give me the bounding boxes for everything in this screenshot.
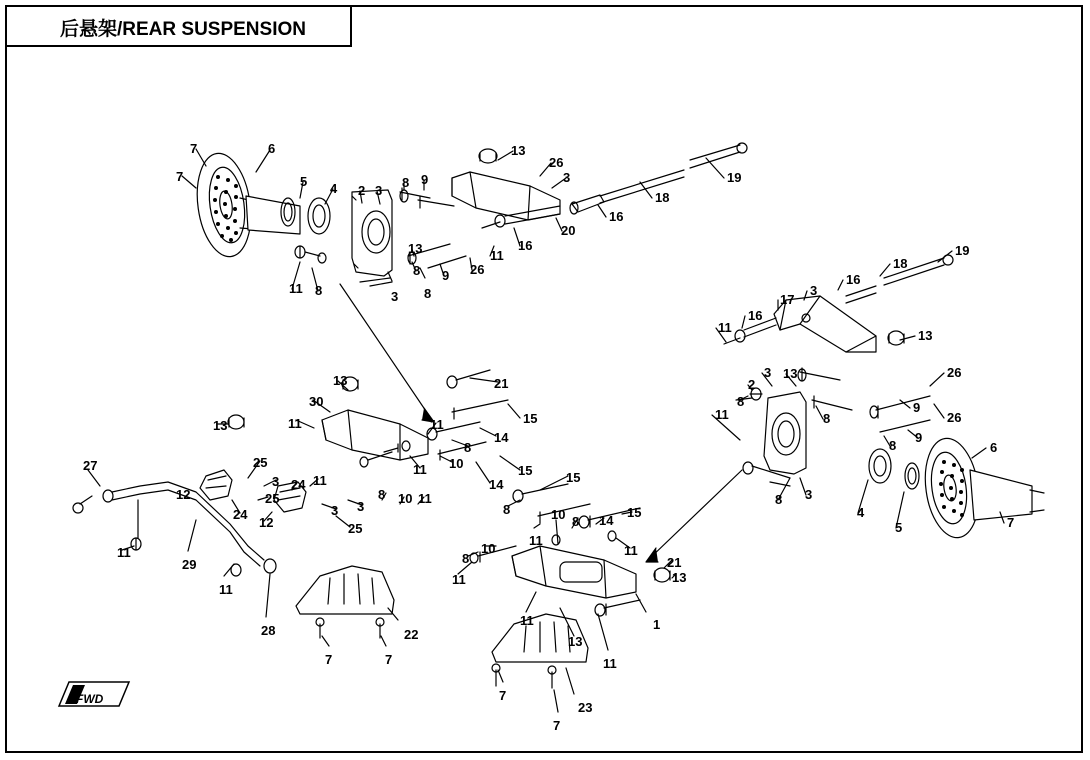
callout-number: 5 — [300, 174, 308, 189]
callout-number: 7 — [190, 141, 198, 156]
callout-number: 15 — [566, 470, 581, 485]
callout-number: 8 — [402, 175, 410, 190]
callout-number: 11 — [430, 417, 444, 432]
callout-number: 11 — [219, 582, 233, 597]
callout-number: 24 — [233, 507, 248, 522]
callout-number: 3 — [391, 289, 399, 304]
callout-number: 12 — [259, 515, 274, 530]
callout-number: 26 — [947, 365, 962, 380]
callout-number: 10 — [449, 456, 464, 471]
callout-number: 8 — [424, 286, 432, 301]
callout-number: 15 — [627, 505, 642, 520]
callout-number: 8 — [413, 263, 421, 278]
callout-number: 9 — [915, 430, 923, 445]
callout-number: 11 — [117, 545, 131, 560]
callout-number: 11 — [520, 613, 534, 628]
callout-number: 3 — [375, 183, 383, 198]
callout-number: 21 — [494, 376, 509, 391]
callout-number: 13 — [672, 570, 687, 585]
callout-number: 13 — [918, 328, 933, 343]
callout-number: 14 — [489, 477, 504, 492]
callout-number: 13 — [408, 241, 423, 256]
callout-number: 11 — [418, 491, 432, 506]
callout-number: 14 — [599, 513, 614, 528]
callout-number: 10 — [398, 491, 413, 506]
callout-number: 3 — [563, 170, 571, 185]
callout-number: 25 — [348, 521, 363, 536]
callout-number: 7 — [499, 688, 507, 703]
callout-number: 11 — [452, 572, 466, 587]
callout-number: 8 — [889, 438, 897, 453]
callout-number: 3 — [272, 474, 280, 489]
callout-number: 22 — [404, 627, 419, 642]
callout-number: 15 — [518, 463, 533, 478]
callout-number: 11 — [490, 248, 504, 263]
callout-number: 16 — [609, 209, 624, 224]
callout-number: 24 — [291, 477, 306, 492]
callout-number: 3 — [764, 365, 772, 380]
callout-number: 8 — [315, 283, 323, 298]
callout-number: 11 — [313, 473, 327, 488]
callout-number: 7 — [385, 652, 393, 667]
callout-number: 11 — [289, 281, 303, 296]
fwd-label: FWD — [76, 692, 104, 706]
callout-number: 19 — [727, 170, 742, 185]
callout-number: 26 — [549, 155, 564, 170]
callout-number: 8 — [823, 411, 831, 426]
callout-number: 16 — [846, 272, 861, 287]
callout-number: 7 — [325, 652, 333, 667]
callout-number: 4 — [330, 181, 338, 196]
callout-number: 20 — [561, 223, 576, 238]
callout-number: 1 — [653, 617, 661, 632]
callout-number: 11 — [624, 543, 638, 558]
callout-number: 8 — [572, 514, 580, 529]
callout-number: 5 — [895, 520, 903, 535]
page-title: 后悬架/REAR SUSPENSION — [60, 19, 306, 40]
callout-number: 30 — [309, 394, 324, 409]
callout-number: 11 — [718, 320, 732, 335]
callout-number: 23 — [578, 700, 593, 715]
callout-number: 19 — [955, 243, 970, 258]
callout-number: 11 — [413, 462, 427, 477]
callout-number: 13 — [511, 143, 526, 158]
callout-number: 8 — [503, 502, 511, 517]
callout-number: 16 — [518, 238, 533, 253]
callout-number: 8 — [737, 394, 745, 409]
callout-number: 11 — [288, 416, 302, 431]
callout-number: 26 — [470, 262, 485, 277]
callout-number: 10 — [551, 507, 566, 522]
callout-number: 3 — [805, 487, 813, 502]
callout-number: 3 — [810, 283, 818, 298]
callout-number: 21 — [667, 555, 682, 570]
callout-number: 8 — [464, 440, 472, 455]
callout-number: 8 — [775, 492, 783, 507]
callout-number: 14 — [494, 430, 509, 445]
callout-number: 12 — [176, 487, 191, 502]
callout-number: 9 — [442, 268, 450, 283]
callout-number: 11 — [603, 656, 617, 671]
callout-number: 6 — [268, 141, 276, 156]
callout-number: 8 — [462, 551, 470, 566]
callout-number: 6 — [990, 440, 998, 455]
callout-number: 13 — [213, 418, 228, 433]
callout-number: 11 — [715, 407, 729, 422]
callout-number: 2 — [748, 377, 756, 392]
callout-number: 28 — [261, 623, 276, 638]
callout-number: 16 — [748, 308, 763, 323]
callout-number: 15 — [523, 411, 538, 426]
callout-number: 13 — [568, 634, 583, 649]
callout-number: 8 — [378, 487, 386, 502]
callout-number: 18 — [893, 256, 908, 271]
callout-number: 13 — [783, 366, 798, 381]
callout-number: 2 — [358, 183, 366, 198]
callout-number: 10 — [481, 541, 496, 556]
callout-number: 27 — [83, 458, 98, 473]
callout-number: 7 — [553, 718, 561, 733]
callout-number: 26 — [947, 410, 962, 425]
callout-number: 3 — [331, 503, 339, 518]
callout-number: 13 — [333, 373, 348, 388]
callout-number: 18 — [655, 190, 670, 205]
callout-number: 7 — [1007, 515, 1015, 530]
callout-number: 3 — [357, 499, 365, 514]
callout-number: 9 — [913, 400, 921, 415]
callout-number: 29 — [182, 557, 197, 572]
callout-number: 17 — [780, 292, 795, 307]
callout-number: 11 — [529, 533, 543, 548]
callout-number: 4 — [857, 505, 865, 520]
callout-number: 25 — [265, 491, 280, 506]
callout-number: 25 — [253, 455, 268, 470]
callout-number: 9 — [421, 172, 429, 187]
callout-number: 7 — [176, 169, 184, 184]
